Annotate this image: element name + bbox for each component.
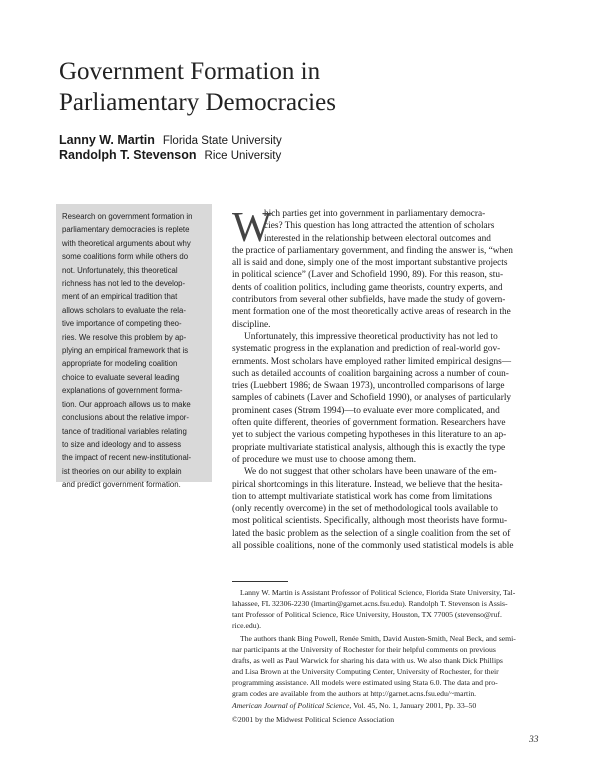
- footnote-line: rice.edu).: [232, 621, 262, 630]
- abstract-line: the impact of recent new-institutional-: [62, 453, 192, 463]
- abstract-line: plying an empirical framework that is: [62, 346, 189, 356]
- author-affiliation: Florida State University: [162, 135, 282, 147]
- copyright-text: ©2001 by the Midwest Political Science Association: [232, 715, 395, 724]
- abstract-line: parliamentary democracies is replete: [62, 225, 190, 235]
- body-line: cies? This question has long attracted the attention of scholars: [264, 221, 495, 232]
- abstract-line: with theoretical arguments about why: [62, 238, 191, 248]
- body-line: We do not suggest that other scholars have been unaware of the em-: [244, 467, 497, 478]
- body-line: the practice of parliamentary government, and finding the answer is, “when: [232, 245, 513, 256]
- author-affiliation: Rice University: [204, 150, 282, 162]
- footnote-rule: [232, 581, 288, 582]
- body-line: prominent cases (Strøm 1994)—to evaluate ever more complicated, and: [232, 405, 500, 416]
- footnote-acknowledgments: [232, 633, 544, 699]
- body-line: dents of coalition politics, including game theorists, country experts, and: [232, 282, 503, 293]
- page-number: 33: [529, 735, 539, 745]
- abstract-line: tion. Our approach allows us to make: [62, 399, 191, 409]
- journal-name: American Journal of Political Science: [232, 701, 350, 710]
- body-line: hich parties get into government in parliamentary democra-: [264, 209, 486, 219]
- abstract-line: to size and ideology and to assess: [62, 439, 182, 449]
- body-line: interested in the relationship between electoral outcomes and: [264, 233, 491, 244]
- footnote-line: tant Professor of Political Science, Rice University, Houston, TX 77005 (stevenso@ruf.: [232, 610, 502, 619]
- body-line: often quite different, theories of government formation. Researchers have: [232, 418, 506, 429]
- abstract-line: not. Unfortunately, this theoretical: [62, 265, 178, 275]
- abstract-box: [56, 204, 212, 490]
- body-line: all possible coalitions, none of the commonly used statistical models is able: [232, 541, 514, 552]
- footnote-line: and Lisa Brown at the University Computing Center, University of Rochester, for their: [232, 667, 499, 676]
- body-line: ment formation one of the most theoretically active areas of research in the: [232, 307, 511, 318]
- title-line-2: Parliamentary Democracies: [59, 89, 336, 116]
- body-line: most political scientists. Specifically, although most theorists have formu-: [232, 516, 508, 527]
- abstract-line: Research on government formation in: [62, 212, 193, 221]
- body-line: contributors from several other subfields, have made the study of govern-: [232, 295, 506, 306]
- abstract-line: richness has not led to the develop-: [62, 279, 186, 289]
- body-line: (only recently overcome) in the set of methodological tools available to: [232, 504, 498, 515]
- abstract-line: and predict government formation.: [62, 480, 181, 490]
- copyright-line: [232, 714, 544, 725]
- body-line: all is said and done, simply one of the most important substantive projects: [232, 258, 508, 269]
- author-name: Randolph T. Stevenson: [59, 148, 197, 162]
- body-line: tion to attempt multivariate statistical work has come from limitations: [232, 491, 492, 502]
- body-line: discipline.: [232, 319, 271, 330]
- author-list: [59, 133, 282, 163]
- footnote-line: Lanny W. Martin is Assistant Professor of Political Science, Florida State University, Tal-: [240, 588, 516, 597]
- body-text: [232, 205, 542, 552]
- footnote-line: lahassee, FL 32306-2230 (lmartin@garnet.acns.fsu.edu). Randolph T. Stevenson is Assis-: [232, 599, 508, 608]
- footnote-line: The authors thank Bing Powell, Renée Smith, David Austen-Smith, Neal Beck, and semi-: [240, 634, 516, 643]
- drop-cap: W: [232, 205, 272, 251]
- abstract-line: appropriate for modeling coalition: [62, 359, 178, 369]
- title-line-1: Government Formation in: [59, 58, 321, 85]
- body-line: lated the basic problem as the selection of a single coalition from the set of: [232, 528, 511, 539]
- author-1: [59, 133, 282, 148]
- body-line: tries (Luebbert 1986; de Swaan 1973), uncontrolled comparisons of large: [232, 381, 505, 392]
- abstract-line: conclusions about the relative impor-: [62, 413, 189, 423]
- abstract-line: ist theories on our ability to explain: [62, 466, 182, 476]
- footnote-line: drafts, as well as Paul Warwick for sharing his data with us. We also thank Dick Phillips: [232, 656, 503, 665]
- body-line: such as detailed accounts of coalition bargaining across a number of coun-: [232, 368, 509, 379]
- footnote-line: gram codes are available from the authors at http://garnet.acns.fsu.edu/~martin.: [232, 689, 477, 698]
- body-line: Unfortunately, this impressive theoretical productivity has not led to: [244, 331, 498, 342]
- journal-citation: [232, 700, 544, 711]
- body-line: in political science” (Laver and Schofield 1990, 89). For this reason, stu-: [232, 270, 504, 281]
- body-line: pirical shortcomings in this literature. Instead, we believe that the hesita-: [232, 479, 503, 490]
- abstract-line: tance of traditional variables relating: [62, 426, 187, 436]
- abstract-line: tive importance of competing theo-: [62, 319, 182, 329]
- footnote-line: programming assistance. All models were estimated using Stata 6.0. The data and pro-: [232, 678, 498, 687]
- footnote-author-info: [232, 587, 544, 631]
- body-line: yet to subject the various competing hypotheses in this literature to an ap-: [232, 430, 507, 441]
- abstract-line: choice to evaluate several leading: [62, 372, 180, 382]
- author-name: Lanny W. Martin: [59, 133, 155, 147]
- footnote-line: nar participants at the University of Rochester for their helpful comments on previous: [232, 645, 496, 654]
- body-line: propriate multivariate statistical analysis, although this is exactly the type: [232, 442, 506, 453]
- author-2: [59, 148, 282, 163]
- abstract-line: some coalitions form while others do: [62, 252, 189, 262]
- abstract-line: ment of an empirical tradition that: [62, 292, 178, 302]
- journal-details: , Vol. 45, No. 1, January 2001, Pp. 33–50: [349, 701, 477, 710]
- body-line: samples of cabinets (Laver and Schofield 1990), or analyses of particularly: [232, 393, 512, 404]
- body-line: ernments. Most scholars have employed rather limited empirical designs—: [232, 356, 512, 367]
- abstract-line: allows scholars to evaluate the rela-: [62, 305, 186, 315]
- abstract-line: ries. We resolve this problem by ap-: [62, 332, 187, 342]
- article-title: [59, 56, 499, 118]
- body-line: systematic progress in the explanation and prediction of real-world gov-: [232, 344, 501, 355]
- abstract-line: explanations of government forma-: [62, 386, 183, 396]
- body-line: of procedure we must use to choose among them.: [232, 454, 417, 465]
